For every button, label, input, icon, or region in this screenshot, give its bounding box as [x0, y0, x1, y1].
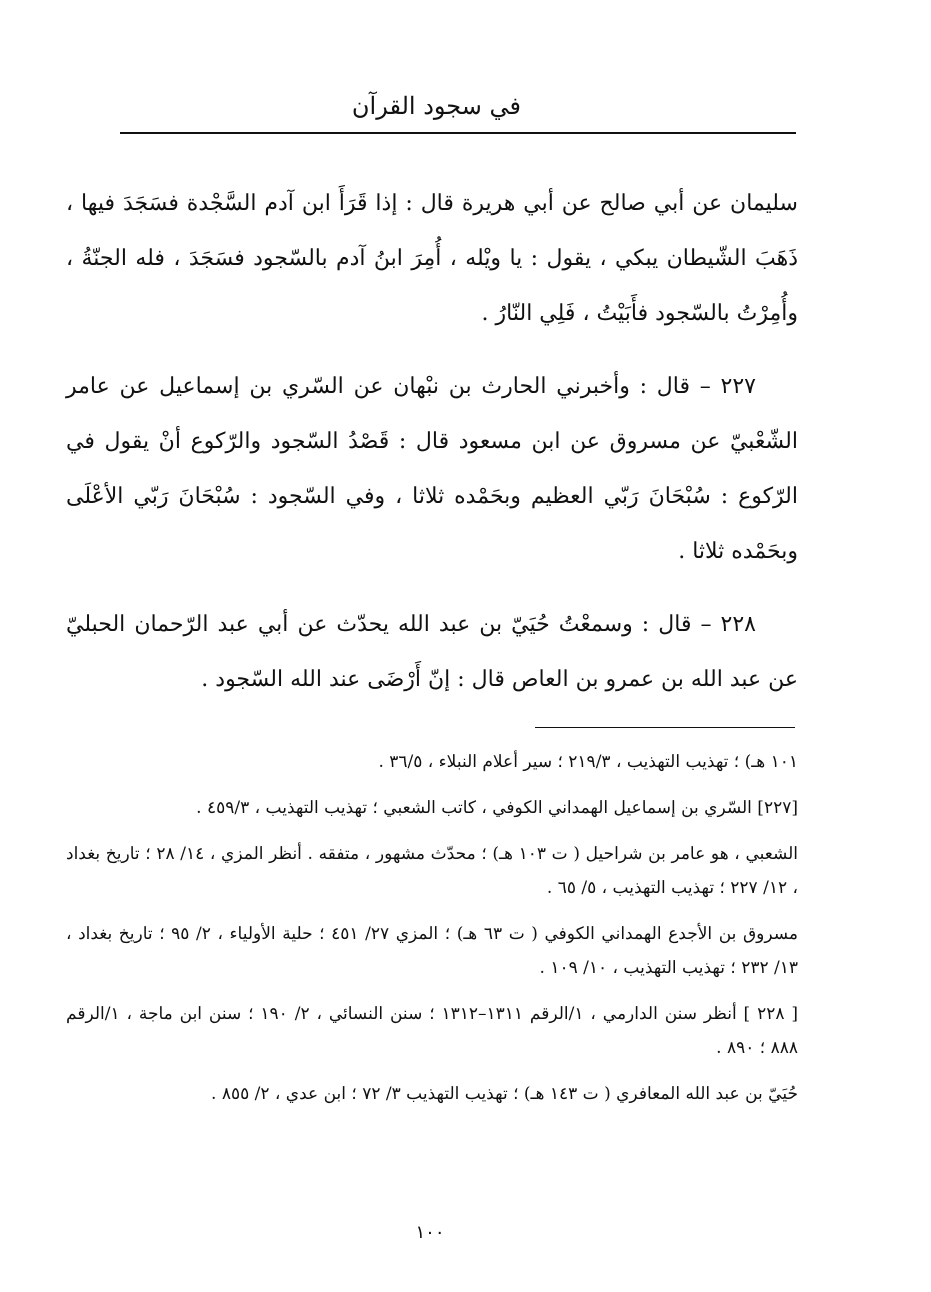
- footnote-item: ١٠١ هـ) ؛ تهذيب التهذيب ، ٢١٩/٣ ؛ سير أعلام النبلاء ، ٣٦/٥ .: [378, 752, 798, 772]
- paragraph-227: ٢٢٧ – قال : وأخبرني الحارث بن نبْهان عن السّري بن إسماعيل عن عامر الشّعْبيّ عن مسروق عن ابن مسعود قال : قَصْدُ السّجود والرّكوع أنْ يقول في الرّكوع : سُبْحَانَ رَبّي العظيم وبحَمْده ثلاثا ، وفي السّجود : سُبْحَانَ رَبّي الأعْلَى وبحَمْده ثلاثا .: [66, 374, 798, 564]
- footnote-item: مسروق بن الأجدع الهمداني الكوفي ( ت ٦٣ هـ) ؛ المزي ٢٧/ ٤٥١ ؛ حلية الأولياء ، ٢/ ٩٥ ؛ تاريخ بغداد ، ١٣/ ٢٣٢ ؛ تهذيب التهذيب ، ١٠/ ١٠٩ .: [66, 924, 798, 978]
- paragraph-228: ٢٢٨ – قال : وسمعْتُ حُيَيّ بن عبد الله يحدّث عن أبي عبد الرّحمان الحبليّ عن عبد الله بن عمرو بن العاص قال : إنّ أَرْضَى عند الله السّجود .: [66, 612, 798, 692]
- footnotes: [66, 745, 798, 1123]
- footnote-item: [٢٢٧] السّري بن إسماعيل الهمداني الكوفي ، كاتب الشعبي ؛ تهذيب التهذيب ، ٤٥٩/٣ .: [196, 798, 798, 818]
- paragraph-continuation: سليمان عن أبي صالح عن أبي هريرة قال : إذا قَرَأَ ابن آدم السَّجْدة فسَجَدَ فيها ، ذَهَبَ الشّيطان يبكي ، يقول : يا ويْله ، أُمِرَ ابنُ آدم بالسّجود فسَجَدَ ، فله الجنّةُ ، وأُمِرْتُ بالسّجود فأَبَيْتُ ، فَلِي النّارُ .: [66, 191, 798, 326]
- footnote-item: الشعبي ، هو عامر بن شراحيل ( ت ١٠٣ هـ) ؛ محدّث مشهور ، متفقه . أنظر المزي ، ١٤/ ٢٨ ؛ تاريخ بغداد ، ١٢/ ٢٢٧ ؛ تهذيب التهذيب ، ٥/ ٦٥ .: [66, 844, 799, 898]
- footnote-rule: [535, 727, 795, 728]
- footnote-item: [ ٢٢٨ ] أنظر سنن الدارمي ، ١/الرقم ١٣١١–١٣١٢ ؛ سنن النسائي ، ٢/ ١٩٠ ؛ سنن ابن ماجة ، ١/الرقم ٨٨٨ ؛ ٨٩٠ .: [66, 1004, 798, 1058]
- running-header-title: في سجود القرآن: [351, 92, 521, 120]
- footnote-item: حُيَيّ بن عبد الله المعافري ( ت ١٤٣ هـ) ؛ تهذيب التهذيب ٣/ ٧٢ ؛ ابن عدي ، ٢/ ٨٥٥ .: [211, 1084, 798, 1104]
- main-text: [66, 176, 798, 725]
- header-rule: [120, 132, 796, 134]
- page-number: ١٠٠: [415, 1222, 445, 1243]
